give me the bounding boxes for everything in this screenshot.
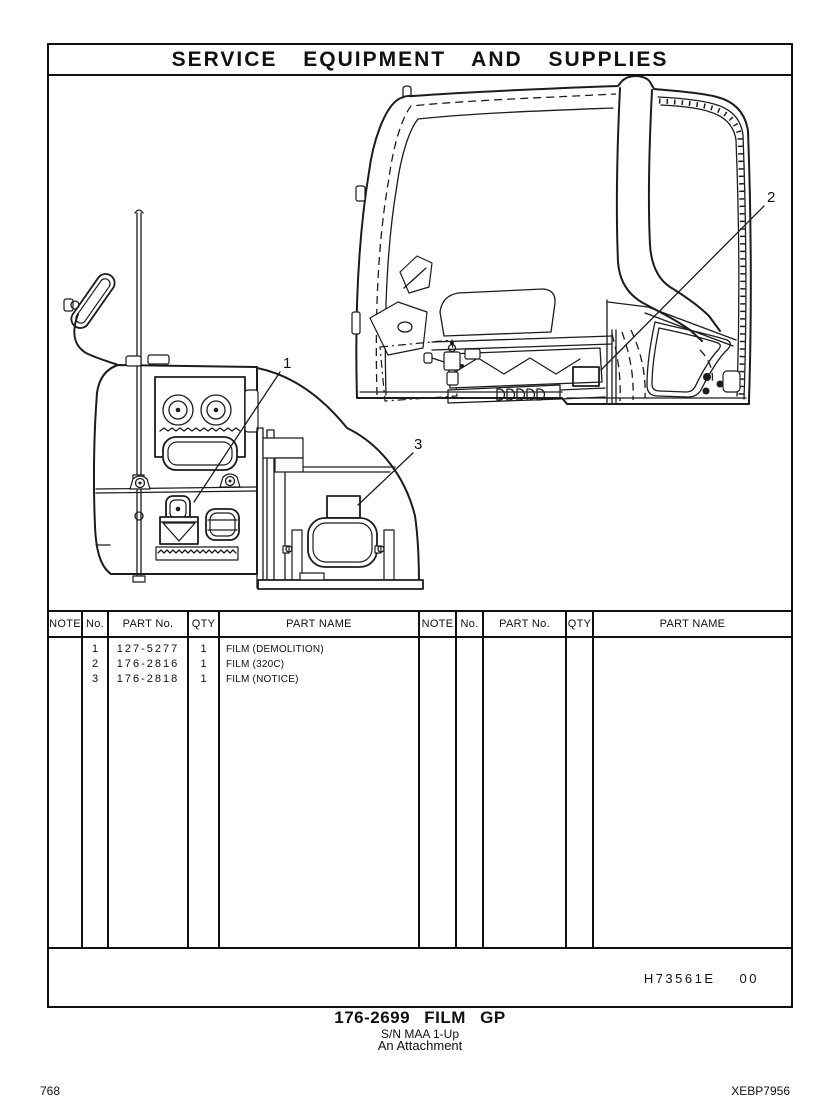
part-number: 176-2816: [116, 658, 180, 670]
callout-2-label: 2: [767, 189, 776, 206]
item-no: 3: [91, 673, 99, 685]
figure-drawings: [49, 76, 791, 608]
parts-table: [49, 610, 791, 949]
mounting-frame: [257, 428, 423, 589]
page-number: 768: [40, 1084, 61, 1098]
header-partno-right: PART No.: [482, 612, 565, 636]
col-qty-left: [187, 638, 218, 947]
document-code: XEBP7956: [731, 1084, 790, 1098]
callout-2: [601, 189, 775, 370]
item-no: 2: [91, 658, 99, 670]
lower-vent: [156, 547, 238, 560]
door-hardware: [703, 371, 741, 395]
part-group-title: 176-2699 FILM GP: [334, 1008, 506, 1027]
callout-1-label: 1: [283, 355, 292, 372]
page-title-band: [49, 45, 791, 76]
antenna-pole: [133, 210, 145, 582]
header-note-right: NOTE: [418, 612, 455, 636]
service-panel: [155, 377, 258, 470]
mirror: [64, 270, 118, 331]
part-name: FILM (DEMOLITION): [226, 644, 324, 655]
col-no-left: [81, 638, 107, 947]
joystick-console: [424, 341, 480, 385]
qty-cell: 1: [200, 643, 207, 655]
header-no-left: No.: [81, 612, 107, 636]
note-cell: [49, 657, 81, 672]
page-border-frame: [47, 43, 793, 1008]
parts-table-header: [49, 610, 791, 638]
header-no-right: No.: [455, 612, 482, 636]
callout-3: [358, 436, 422, 505]
figure-code: H73561E: [643, 970, 716, 986]
hinges: [130, 474, 240, 489]
header-partname-left: PART NAME: [218, 612, 418, 636]
interior-mirror-housings: [370, 256, 432, 355]
header-note-left: NOTE: [49, 618, 81, 630]
qty-cell: 1: [200, 673, 207, 685]
parts-table-body: [49, 638, 791, 949]
col-partname-left: [218, 638, 418, 947]
figure-code-band: [49, 953, 791, 1003]
note-cell: [49, 642, 81, 657]
col-partno-left: [107, 638, 187, 947]
grab-handle: [206, 509, 239, 540]
page-title: SERVICE EQUIPMENT AND SUPPLIES: [171, 47, 669, 71]
col-partname-right: [592, 638, 791, 947]
serial-range: S/N MAA 1-Up: [380, 1027, 460, 1041]
item-no: 1: [91, 643, 99, 655]
header-partno-left: PART No.: [107, 612, 187, 636]
cab-outline: [356, 76, 750, 404]
note-cell: [49, 672, 81, 687]
part-name: FILM (NOTICE): [226, 674, 299, 685]
callout-3-label: 3: [414, 436, 423, 453]
part-number: 127-5277: [116, 643, 180, 655]
col-partno-right: [482, 638, 565, 947]
demolition-film: [160, 517, 198, 544]
attachment-note: An Attachment: [377, 1038, 463, 1053]
figure-revision: 00: [739, 970, 759, 986]
cab-interior-drawing: [352, 76, 775, 404]
col-note-left: [49, 638, 81, 947]
header-qty-left: QTY: [187, 612, 218, 636]
header-partname-right: PART NAME: [592, 612, 791, 636]
col-note-right: [418, 638, 455, 947]
b-pillar: [617, 88, 720, 341]
col-qty-right: [565, 638, 592, 947]
col-no-right: [455, 638, 482, 947]
callout-3-leader: [358, 453, 413, 505]
notice-film: [327, 496, 360, 518]
header-qty-right: QTY: [565, 612, 592, 636]
machine-rear-view-drawing: [64, 210, 423, 589]
qty-cell: 1: [200, 658, 207, 670]
part-name: FILM (320C): [226, 659, 285, 670]
part-number: 176-2818: [116, 673, 180, 685]
